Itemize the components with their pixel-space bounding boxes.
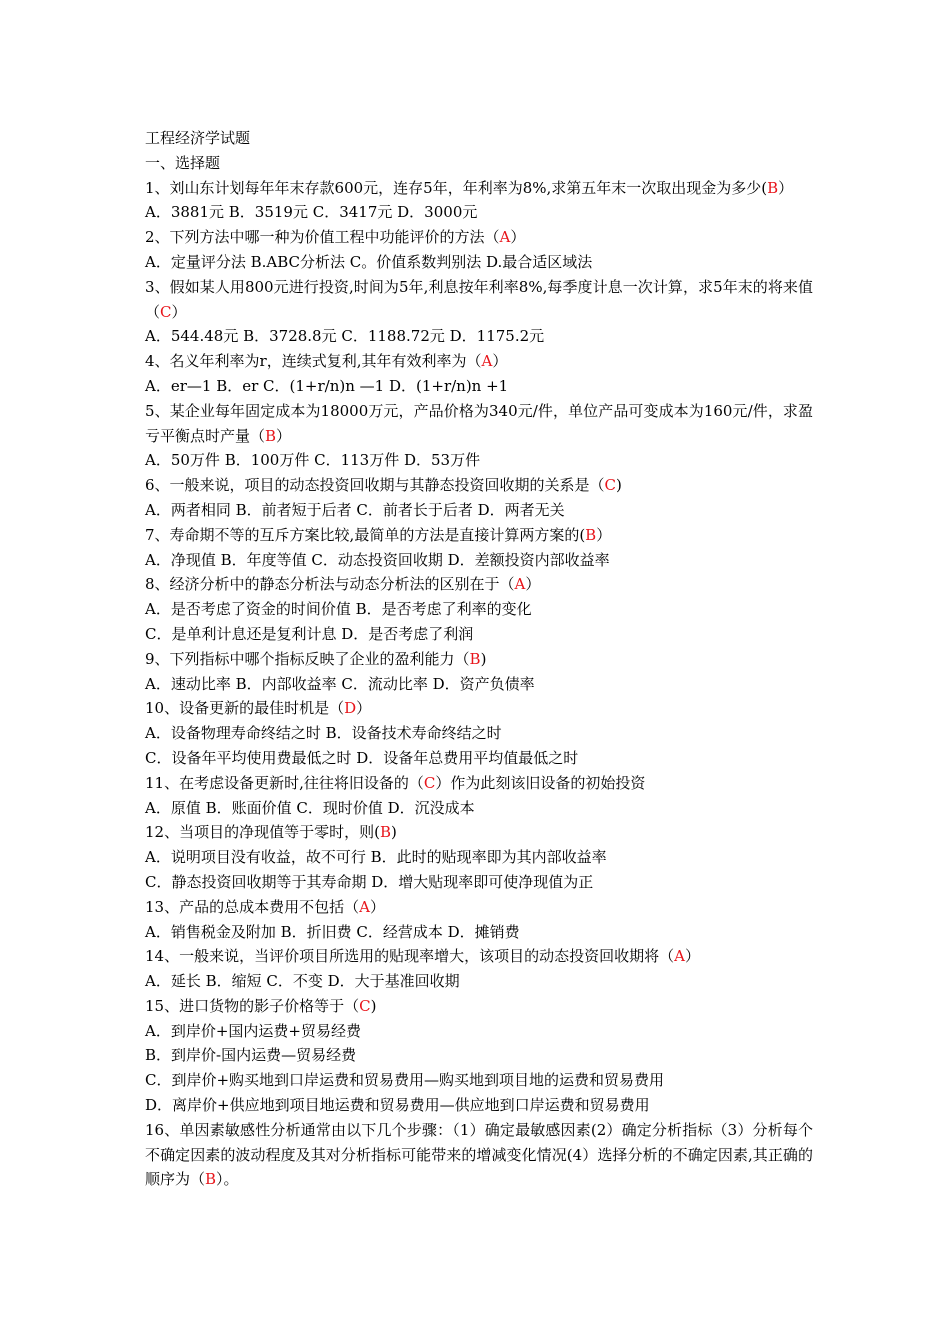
question-text (145, 572, 813, 597)
question-stem: 1、刘山东计划每年年末存款600元，连存5年，年利率为8%,求第五年末一次取出现金为多少( (145, 178, 768, 197)
question-stem: 8、经济分析中的静态分析法与动态分析法的区别在于（ (145, 575, 515, 594)
answer-letter: A (674, 947, 685, 966)
question-stem: 3、假如某人用800元进行投资,时间为5年,利息按年利率8%,每季度计息一次计算，求5年末的将来值（ (145, 277, 813, 321)
option-line: A．544.48元 B．3728.8元 C．1188.72元 D．1175.2元 (145, 327, 545, 346)
question-text (145, 275, 813, 325)
question-list (145, 176, 813, 1193)
question-tail: ） (369, 897, 385, 916)
question-stem: 5、某企业每年固定成本为18000万元，产品价格为340元/件，单位产品可变成本为160元/件，求盈亏平衡点时产量（ (145, 401, 813, 445)
question-stem: 2、下列方法中哪一种为价值工程中功能评价的方法（ (145, 228, 500, 247)
question-stem: 11、在考虑设备更新时,往往将旧设备的（ (145, 773, 424, 792)
option-line: A．定量评分法 B.ABC分析法 C。价值系数判别法 D.最合适区域法 (145, 252, 593, 271)
question-tail: ） (525, 575, 541, 594)
answer-letter: B (379, 823, 391, 842)
document-page (145, 126, 813, 1192)
question-tail: ) (480, 649, 487, 668)
question-stem: 16、单因素敏感性分析通常由以下几个步骤：（1）确定最敏感因素(2）确定分析指标（3）分析每个不确定因素的波动程度及其对分析指标可能带来的增减变化情况(4）选择分析的不确定因素,其正确的顺序为（ (145, 1120, 813, 1189)
question-tail: ）。 (216, 1170, 239, 1189)
option-line: A．50万件 B．100万件 C．113万件 D．53万件 (145, 451, 481, 470)
answer-letter: B (767, 178, 779, 197)
answer-letter: D (344, 699, 357, 718)
option-line: C．是单利计息还是复利计息 D．是否考虑了利润 (145, 624, 474, 643)
question-tail: ）作为此刻该旧设备的初始投资 (435, 773, 646, 792)
question-tail: ) (616, 476, 622, 495)
question-text (145, 399, 813, 449)
option-line: A．3881元 B．3519元 C．3417元 D．3000元 (145, 203, 478, 222)
answer-letter: B (469, 649, 481, 668)
question-text (145, 225, 813, 250)
answer-letter: C (423, 773, 436, 792)
question-stem: 4、名义年利率为r，连续式复利,其年有效利率为（ (145, 352, 482, 371)
question-text (145, 473, 813, 498)
option-line: A．净现值 B．年度等值 C．动态投资回收期 D．差额投资内部收益率 (145, 550, 610, 569)
question-stem: 6、一般来说，项目的动态投资回收期与其静态投资回收期的关系是（ (145, 476, 605, 495)
question-text (145, 349, 813, 374)
option-line: C．到岸价+购买地到口岸运费和贸易费用—购买地到项目地的运费和贸易费用 (145, 1071, 665, 1090)
option-line: A．两者相同 B．前者短于后者 C．前者长于后者 D．两者无关 (145, 500, 565, 519)
question-text (145, 895, 813, 920)
question-text (145, 523, 813, 548)
question-tail: ） (356, 699, 372, 718)
option-line: B．到岸价-国内运费—贸易经费 (145, 1046, 357, 1065)
answer-letter: B (205, 1170, 217, 1189)
question-tail: ） (684, 947, 700, 966)
option-line: A．设备物理寿命终结之时 B．设备技术寿命终结之时 (145, 724, 502, 743)
option-line: A．说明项目没有收益，故不可行 B．此时的贴现率即为其内部收益率 (145, 848, 607, 867)
question-text (145, 696, 813, 721)
option-line: A．延长 B．缩短 C．不变 D．大于基准回收期 (145, 972, 460, 991)
question-tail: ) (390, 823, 397, 842)
document-title: 工程经济学试题 (145, 129, 251, 147)
question-text (145, 647, 813, 672)
section-heading: 一、选择题 (145, 153, 221, 172)
question-tail: ） (596, 525, 612, 544)
answer-letter: C (359, 996, 371, 1015)
question-text (145, 944, 813, 969)
question-stem: 15、进口货物的影子价格等于（ (145, 996, 360, 1015)
question-text (145, 820, 813, 845)
option-line: C．静态投资回收期等于其寿命期 D．增大贴现率即可使净现值为正 (145, 872, 594, 891)
option-line: D．离岸价+供应地到项目地运费和贸易费用—供应地到口岸运费和贸易费用 (145, 1096, 650, 1115)
question-stem: 13、产品的总成本费用不包括（ (145, 897, 360, 916)
option-line: A．速动比率 B．内部收益率 C．流动比率 D．资产负债率 (145, 674, 535, 693)
option-line: A．是否考虑了资金的时间价值 B．是否考虑了利率的变化 (145, 600, 532, 619)
option-line: C．设备年平均使用费最低之时 D．设备年总费用平均值最低之时 (145, 748, 579, 767)
answer-letter: B (265, 426, 277, 445)
question-tail: ） (171, 302, 187, 321)
option-line: A．原值 B．账面价值 C．现时价值 D．沉没成本 (145, 798, 475, 817)
option-line: A．er—1 B．er C．(1+r/n)n —1 D．(1+r/n)n +1 (145, 376, 509, 395)
question-tail: ） (778, 178, 794, 197)
answer-letter: A (499, 228, 511, 247)
question-tail: ） (492, 352, 508, 371)
option-line: A．到岸价+国内运费+贸易经费 (145, 1021, 361, 1040)
answer-letter: C (160, 302, 172, 321)
question-stem: 9、下列指标中哪个指标反映了企业的盈利能力（ (145, 649, 470, 668)
question-stem: 12、当项目的净现值等于零时，则( (145, 823, 380, 842)
answer-letter: A (359, 897, 370, 916)
answer-letter: B (585, 525, 597, 544)
answer-letter: A (481, 352, 493, 371)
question-tail: ) (370, 996, 377, 1015)
question-text (145, 176, 813, 201)
question-stem: 7、寿命期不等的互斥方案比较,最简单的方法是直接计算两方案的( (145, 525, 586, 544)
question-stem: 10、设备更新的最佳时机是（ (145, 699, 345, 718)
answer-letter: A (514, 575, 526, 594)
question-tail: ） (510, 228, 526, 247)
question-text (145, 1118, 813, 1192)
question-text (145, 771, 813, 796)
question-tail: ） (276, 426, 292, 445)
question-stem: 14、一般来说，当评价项目所选用的贴现率增大，该项目的动态投资回收期将（ (145, 947, 675, 966)
question-text (145, 994, 813, 1019)
answer-letter: C (604, 476, 617, 495)
option-line: A．销售税金及附加 B．折旧费 C．经营成本 D．摊销费 (145, 922, 520, 941)
